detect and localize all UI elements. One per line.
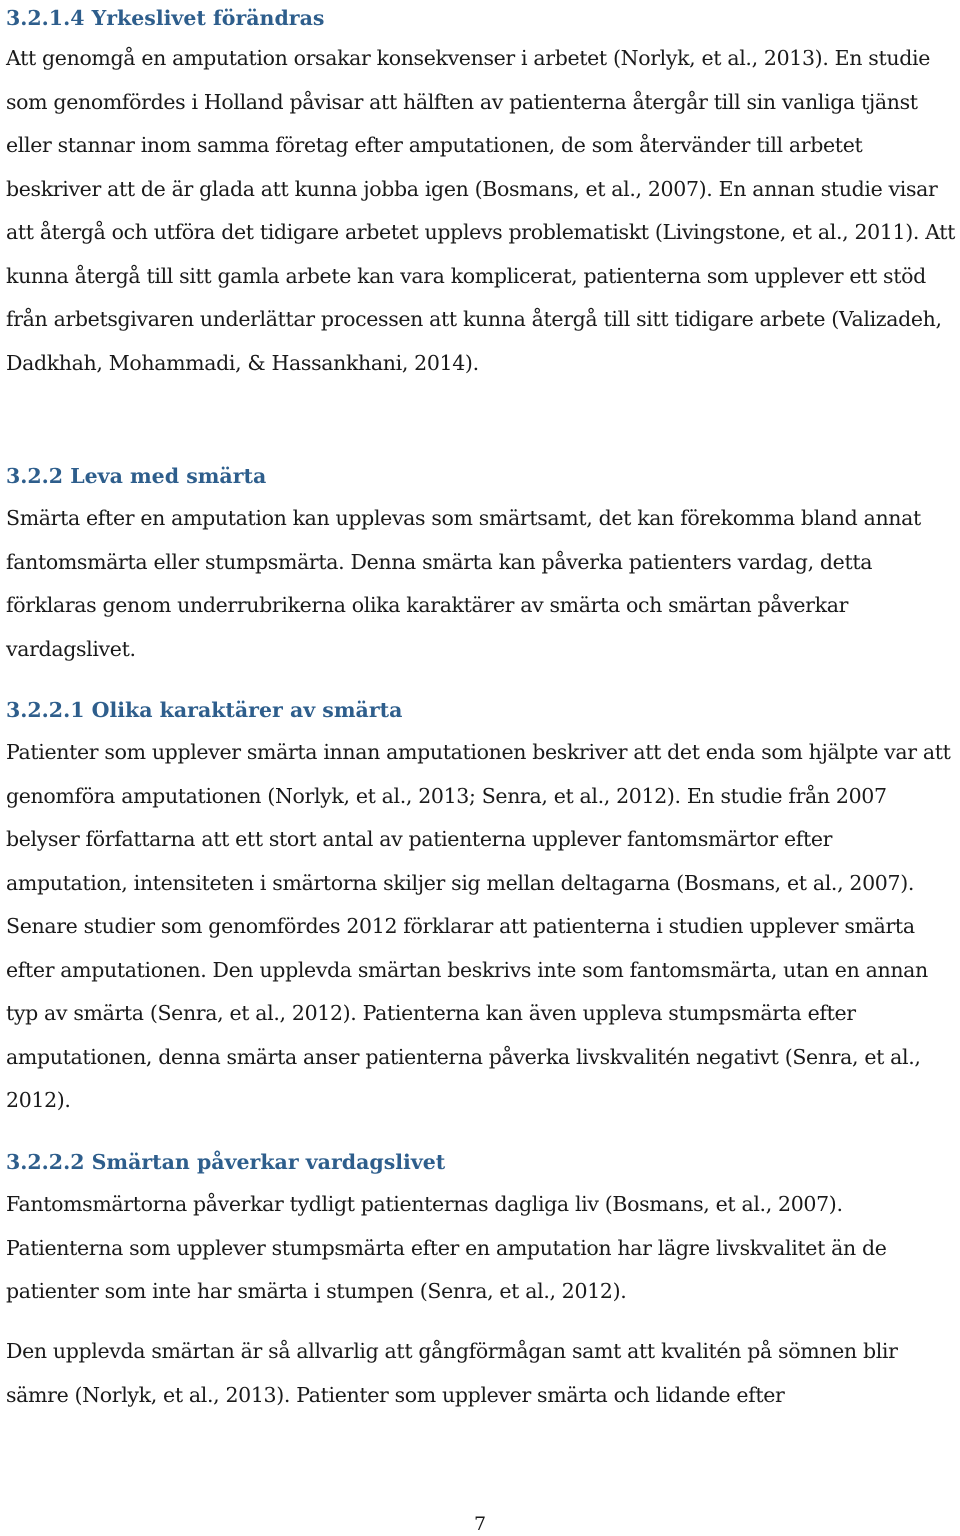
paragraph-olika-karaktarer: Patienter som upplever smärta innan amputationen beskriver att det enda som hjälpte var att genomföra amputationen (Norlyk, et al., 2013; Senra, et al., 2012). En studie från 2007 belyser författarna att ett stort antal av patienterna upplever fantomsmärtor efter amputation, intensiteten i smärtorna skiljer sig mellan deltagarna (Bosmans, et al., 2007). Senare studier som genomfördes 2012 förklarar att patienterna i studien upplever smärta efter amputationen. Den upplevda smärtan beskrivs inte som fantomsmärta, utan en annan typ av smärta (Senra, et al., 2012). Patienterna kan även uppleva stumpsmärta efter amputationen, denna smärta anser patienterna påverka livskvalitén negativt (Senra, et al., 2012). [6,740,951,1112]
section-heading-yrkeslivet: 3.2.1.4 Yrkeslivet förändras [6,6,325,30]
section-heading-leva-med-smarta: 3.2.2 Leva med smärta [6,464,267,488]
paragraph-vardagslivet-2: Den upplevda smärtan är så allvarlig att gångförmågan samt att kvalitén på sömnen blir sämre (Norlyk, et al., 2013). Patienter som upplever smärta och lidande efter [6,1339,898,1407]
paragraph-yrkeslivet: Att genomgå en amputation orsakar konsekvenser i arbetet (Norlyk, et al., 2013). En studie som genomfördes i Holland påvisar att hälften av patienterna återgår till sin vanliga tjänst eller stannar inom samma företag efter amputationen, de som återvänder till arbetet beskriver att de är glada att kunna jobba igen (Bosmans, et al., 2007). En annan studie visar att återgå och utföra det tidigare arbetet upplevs problematiskt (Livingstone, et al., 2011). Att kunna återgå till sitt gamla arbete kan vara komplicerat, patienterna som upplever ett stöd från arbetsgivaren underlättar processen att kunna återgå till sitt tidigare arbete (Valizadeh, Dadkhah, Mohammadi, & Hassankhani, 2014). [6,46,956,375]
paragraph-vardagslivet-1: Fantomsmärtorna påverkar tydligt patienternas dagliga liv (Bosmans, et al., 2007). Patienterna som upplever stumpsmärta efter en amputation har lägre livskvalitet än de patienter som inte har smärta i stumpen (Senra, et al., 2012). [6,1192,887,1303]
paragraph-leva-med-smarta: Smärta efter en amputation kan upplevas som smärtsamt, det kan förekomma bland annat fantomsmärta eller stumpsmärta. Denna smärta kan påverka patienters vardag, detta förklaras genom underrubrikerna olika karaktärer av smärta och smärtan påverkar vardagslivet. [6,506,921,661]
page-number: 7 [473,1513,487,1535]
section-heading-olika-karaktarer: 3.2.2.1 Olika karaktärer av smärta [6,698,403,722]
section-heading-vardagslivet: 3.2.2.2 Smärtan påverkar vardagslivet [6,1150,446,1174]
